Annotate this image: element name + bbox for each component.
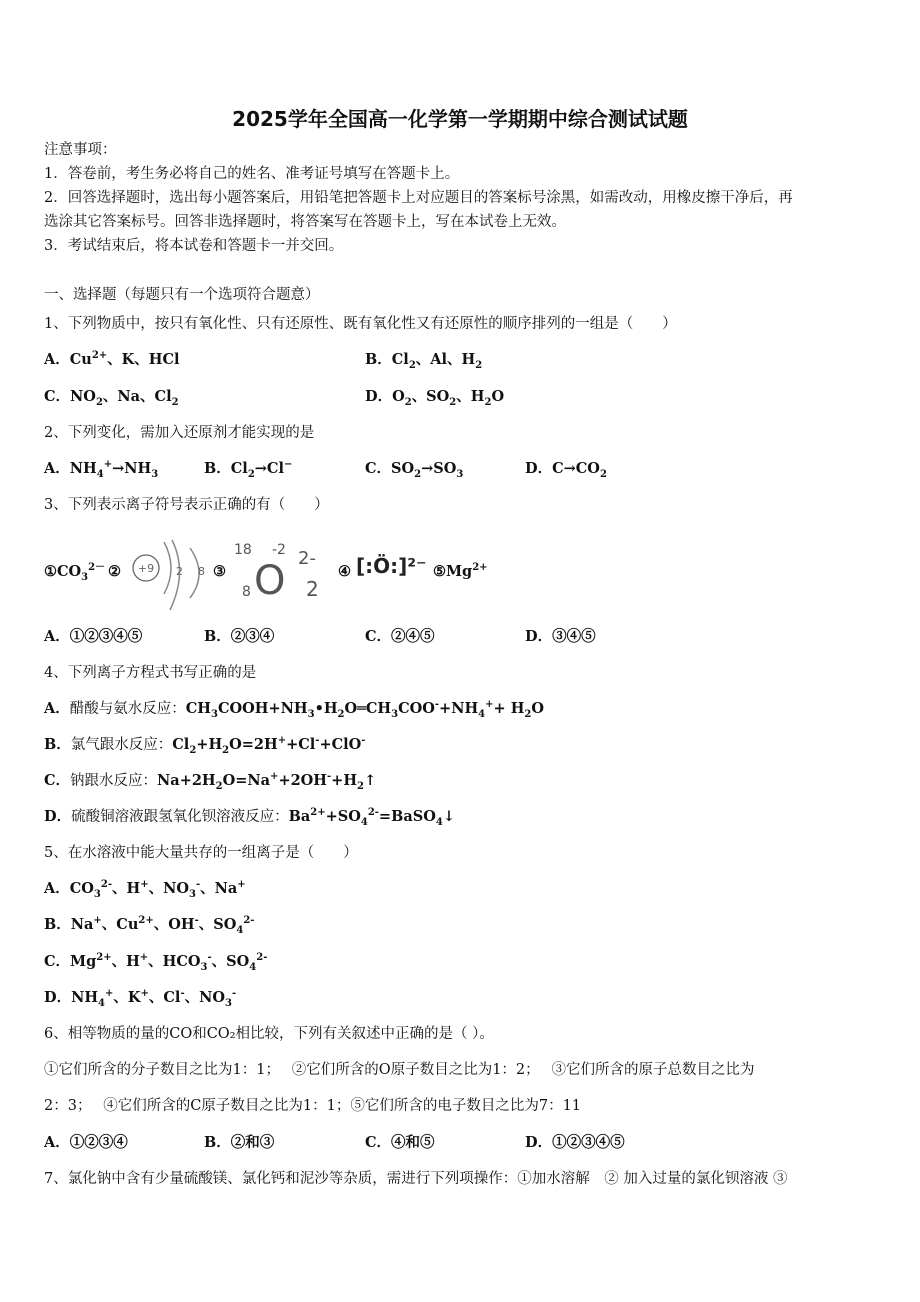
q3-option-b: B．②③④ bbox=[204, 628, 275, 645]
q2-option-b: B．$Cl_2\to Cl^-$ bbox=[204, 459, 293, 480]
q3-item-4-label: ④ bbox=[338, 563, 351, 580]
notice-item: 选涂其它答案标号。回答非选择题时，将答案写在答题卡上，写在本试卷上无效。 bbox=[44, 214, 566, 230]
q5-option-c: C．$Mg^{2+}$、H+、$HCO_3^-$、$SO_4^{2-}$ bbox=[44, 952, 268, 973]
q6-option-c: C．④和⑤ bbox=[365, 1134, 435, 1151]
isotope-subscript: 2 bbox=[306, 577, 319, 601]
question-2-stem: 2、下列变化，需加入还原剂才能实现的是 bbox=[44, 425, 315, 441]
isotope-atomic-number: 8 bbox=[242, 584, 251, 600]
q3-option-d: D．③④⑤ bbox=[525, 628, 596, 645]
q2-option-a: A．$NH_4^+\to NH_3$ bbox=[44, 459, 159, 480]
question-1-stem: 1、下列物质中，按只有氧化性、只有还原性、既有氧化性又有还原性的顺序排列的一组是（ ） bbox=[44, 316, 677, 332]
atom-nucleus-charge: +9 bbox=[137, 562, 155, 575]
question-6-statements-2: 2：3； ④它们所含的C原子数目之比为1：1；⑤它们所含的电子数目之比为7：11 bbox=[44, 1098, 582, 1114]
question-6-stem: 6、相等物质的量的CO和CO₂相比较，下列有关叙述中正确的是（ ）。 bbox=[44, 1026, 494, 1042]
question-4-stem: 4、下列离子方程式书写正确的是 bbox=[44, 665, 257, 681]
q3-item-1: $①CO_3^{2-}$ bbox=[44, 562, 106, 583]
q5-option-d: D．$NH_4^+$、K+、Cl-、$NO_3^-$ bbox=[44, 988, 237, 1009]
notice-item: 1．答卷前，考生务必将自己的姓名、准考证号填写在答题卡上。 bbox=[44, 166, 460, 182]
atom-shell-1-count: 2 bbox=[176, 565, 183, 578]
oxygen-isotope-notation bbox=[232, 538, 332, 602]
question-5-stem: 5、在水溶液中能大量共存的一组离子是（ ） bbox=[44, 845, 358, 861]
isotope-superscript: 2- bbox=[298, 548, 316, 569]
q4-option-a: A．醋酸与氨水反应：$CH_3COOH+NH_3•H_2O═CH_3COO^-+NH_4^++ H_2O$ bbox=[44, 699, 545, 720]
q3-option-a: A．①②③④⑤ bbox=[44, 628, 143, 645]
q1-option-b: B．$Cl_2$、Al、$H_2$ bbox=[365, 351, 483, 371]
q3-item-3-label: ③ bbox=[213, 563, 226, 580]
q3-item-5: $⑤Mg^{2+}$ bbox=[433, 562, 488, 580]
q3-item-2-label: ② bbox=[108, 563, 121, 580]
q5-option-a: A．$CO_3^{2-}$、H+、$NO_3^-$、Na+ bbox=[44, 879, 246, 900]
q2-option-c: C．$SO_2\to SO_3$ bbox=[365, 460, 464, 480]
q1-option-d: D．$O_2$、$SO_2$、$H_2O$ bbox=[365, 388, 505, 408]
q6-option-a: A．①②③④ bbox=[44, 1134, 128, 1151]
question-6-statements-1: ①它们所含的分子数目之比为1：1； ②它们所含的O原子数目之比为1：2； ③它们所含的原子总数目之比为 bbox=[44, 1062, 755, 1078]
q1-option-a: A．$Cu^{2+}$、K、HCl bbox=[44, 350, 180, 368]
notice-item: 3．考试结束后，将本试卷和答题卡一并交回。 bbox=[44, 238, 344, 254]
q4-option-d: D．硫酸铜溶液跟氢氧化钡溶液反应：$Ba^{2+}+SO_4^{2-}=BaSO_4↓$ bbox=[44, 807, 455, 828]
exam-title: 2025学年全国高一化学第一学期期中综合测试试题 bbox=[232, 107, 688, 131]
question-3-stem: 3、下列表示离子符号表示正确的有（ ） bbox=[44, 497, 329, 513]
oxide-lewis-structure bbox=[356, 551, 428, 581]
q2-option-d: D．$C\to CO_2$ bbox=[525, 460, 607, 480]
lewis-formula: [:Ö:]²⁻ bbox=[356, 554, 427, 578]
q4-option-c: C．钠跟水反应：$Na+2H_2O=Na^++2OH^-+H_2↑$ bbox=[44, 771, 377, 792]
notice-item: 2．回答选择题时，选出每小题答案后，用铅笔把答题卡上对应题目的答案标号涂黑，如需改动，用橡皮擦干净后，再 bbox=[44, 190, 793, 206]
atom-structure-diagram bbox=[128, 538, 208, 614]
isotope-symbol: O bbox=[254, 558, 286, 602]
isotope-charge: -2 bbox=[272, 542, 286, 558]
atom-shell-2-count: 8 bbox=[198, 565, 205, 578]
question-7-stem: 7、氯化钠中含有少量硫酸镁、氯化钙和泥沙等杂质，需进行下列项操作：①加水溶解 ② 加入过量的氯化钡溶液 ③ bbox=[44, 1171, 788, 1187]
q5-option-b: B．Na+、$Cu^{2+}$、OH-、$SO_4^{2-}$ bbox=[44, 915, 255, 936]
q3-option-c: C．②④⑤ bbox=[365, 628, 435, 645]
notice-heading: 注意事项： bbox=[44, 142, 117, 158]
section-heading: 一、选择题（每题只有一个选项符合题意） bbox=[44, 287, 320, 303]
isotope-mass-number: 18 bbox=[234, 542, 252, 558]
q1-option-c: C．$NO_2$、Na、$Cl_2$ bbox=[44, 388, 179, 408]
q4-option-b: B．氯气跟水反应：$Cl_2+H_2O=2H^++Cl^-+ClO^-$ bbox=[44, 735, 366, 756]
q6-option-b: B．②和③ bbox=[204, 1134, 275, 1151]
q6-option-d: D．①②③④⑤ bbox=[525, 1134, 625, 1151]
